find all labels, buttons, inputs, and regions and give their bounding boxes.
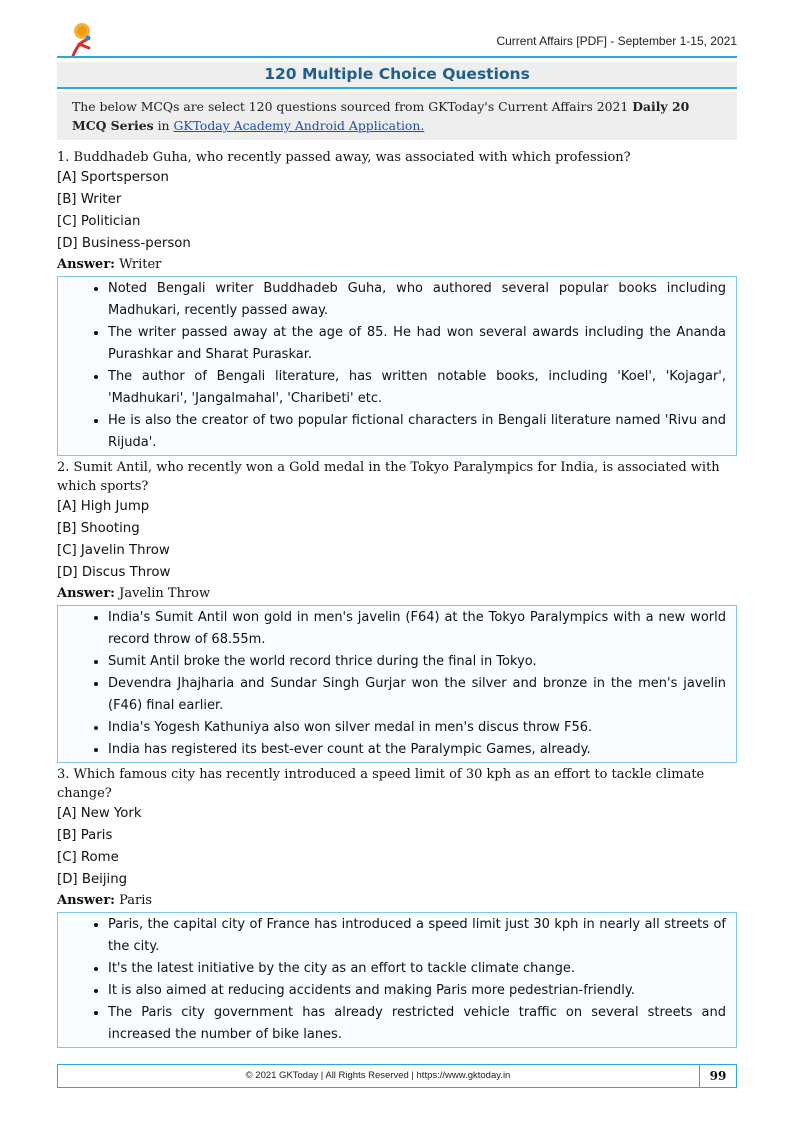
answer-line — [57, 584, 737, 603]
option-d: [D] Discus Throw — [57, 565, 171, 580]
question-block — [57, 148, 737, 456]
answer-line — [57, 891, 737, 910]
page-footer — [57, 1064, 737, 1088]
explanation-item: • Paris, the capital city of France has introduced a speed limit just 30 kph in nearly all streets of the city. — [108, 914, 726, 958]
answer-line — [57, 255, 737, 274]
footer-copyright: © 2021 GKToday | All Rights Reserved | https://www.gktoday.in — [245, 1070, 511, 1081]
header-divider — [57, 56, 737, 58]
explanation-item: • It is also aimed at reducing accidents and making Paris more pedestrian-friendly. — [108, 980, 726, 1002]
question-block — [57, 458, 737, 763]
header-title: Current Affairs [PDF] - September 1-15, 2021 — [496, 34, 737, 48]
intro-box — [57, 92, 737, 140]
question-block — [57, 765, 737, 1048]
option-c: [C] Politician — [57, 214, 141, 229]
explanation-box — [57, 605, 737, 763]
explanation-item: • Noted Bengali writer Buddhadeb Guha, who authored several popular books including Madhukari, recently passed away. — [108, 278, 726, 322]
option-a: [A] New York — [57, 806, 142, 821]
page-title-bar — [57, 62, 737, 89]
question-text: 1. Buddhadeb Guha, who recently passed away, was associated with which profession? — [57, 150, 631, 165]
answer-value: Paris — [114, 893, 153, 908]
explanation-item: • The author of Bengali literature, has written notable books, including 'Koel', 'Kojagar', 'Madhukari', 'Jangalmahal', 'Charibeti' etc. — [108, 366, 726, 410]
explanation-item: • He is also the creator of two popular fictional characters in Bengali literature named 'Rivu and Rijuda'. — [108, 410, 726, 454]
explanation-item: • The Paris city government has already restricted vehicle traffic on several streets and increased the number of bike lanes. — [108, 1002, 726, 1046]
option-b: [B] Paris — [57, 828, 113, 843]
explanation-item: • India's Yogesh Kathuniya also won silver medal in men's discus throw F56. — [108, 717, 726, 739]
intro-text-mid: in — [153, 118, 174, 133]
explanation-box — [57, 912, 737, 1048]
option-d: [D] Business-person — [57, 236, 191, 251]
answer-value: Writer — [114, 257, 162, 272]
explanation-box — [57, 276, 737, 456]
intro-text: The below MCQs are select 120 questions sourced from GKToday's Current Affairs 2021 — [72, 99, 633, 114]
option-a: [A] High Jump — [57, 499, 150, 514]
explanation-item: • Sumit Antil broke the world record thrice during the final in Tokyo. — [108, 651, 726, 673]
intro-bold: Daily 20 MCQ Series — [72, 99, 690, 133]
questions-list — [57, 148, 737, 1050]
option-c: [C] Rome — [57, 850, 119, 865]
option-d: [D] Beijing — [57, 872, 128, 887]
page-number: 99 — [699, 1065, 736, 1087]
gktoday-logo-icon — [67, 22, 97, 58]
option-a: [A] Sportsperson — [57, 170, 169, 185]
academy-app-link[interactable]: GKToday Academy Android Application. — [173, 118, 425, 133]
option-b: [B] Writer — [57, 192, 122, 207]
page-header — [57, 22, 737, 56]
answer-label: Answer: — [57, 586, 115, 601]
explanation-item: • India has registered its best-ever count at the Paralympic Games, already. — [108, 739, 726, 761]
question-text: 2. Sumit Antil, who recently won a Gold medal in the Tokyo Paralympics for India, is associated with which sports? — [57, 460, 720, 494]
option-b: [B] Shooting — [57, 521, 140, 536]
answer-value: Javelin Throw — [114, 586, 211, 601]
question-text: 3. Which famous city has recently introduced a speed limit of 30 kph as an effort to tackle climate change? — [57, 767, 705, 801]
explanation-item: • It's the latest initiative by the city as an effort to tackle climate change. — [108, 958, 726, 980]
page-title: 120 Multiple Choice Questions — [264, 65, 530, 83]
explanation-item: • Devendra Jhajharia and Sundar Singh Gurjar won the silver and bronze in the men's javelin (F46) final earlier. — [108, 673, 726, 717]
explanation-item: • The writer passed away at the age of 85. He had won several awards including the Ananda Purashkar and Sharat Puraskar. — [108, 322, 726, 366]
answer-label: Answer: — [57, 893, 115, 908]
explanation-item: • India's Sumit Antil won gold in men's javelin (F64) at the Tokyo Paralympics with a new world record throw of 68.55m. — [108, 607, 726, 651]
answer-label: Answer: — [57, 257, 115, 272]
option-c: [C] Javelin Throw — [57, 543, 170, 558]
